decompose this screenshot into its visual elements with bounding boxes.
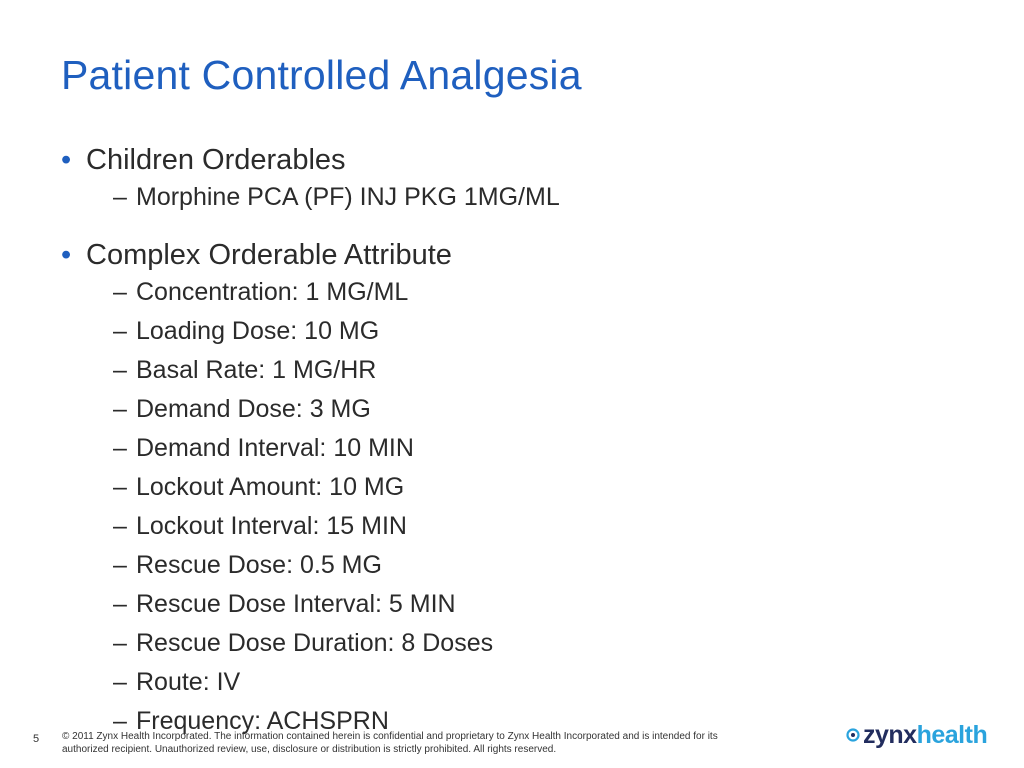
sub-item: [61, 273, 961, 312]
sub-item-text: Concentration: 1 MG/ML: [136, 278, 409, 306]
bullet-children-orderables: [61, 142, 961, 178]
sub-item-text: Demand Interval: 10 MIN: [136, 434, 414, 462]
bullet-label: Children Orderables: [86, 144, 346, 176]
sub-item: [61, 663, 961, 702]
dash-marker: –: [113, 395, 127, 423]
sub-item-text: Morphine PCA (PF) INJ PKG 1MG/ML: [136, 183, 560, 211]
bullet-label: Complex Orderable Attribute: [86, 239, 452, 271]
sub-item: [61, 585, 961, 624]
bullet-complex-orderable-attribute: [61, 237, 961, 273]
sub-item-text: Rescue Dose Duration: 8 Doses: [136, 629, 494, 657]
dash-marker: –: [113, 278, 127, 306]
logo-swirl-icon: [846, 726, 860, 744]
sub-item: [61, 390, 961, 429]
dash-marker: –: [113, 317, 127, 345]
sub-item-text: Demand Dose: 3 MG: [136, 395, 371, 423]
legal-notice: [62, 730, 852, 756]
sub-item-text: Frequency: ACHSPRN: [136, 707, 389, 735]
legal-line: authorized recipient. Unauthorized review, use, disclosure or distribution is strictly prohibited. All rights reserved.: [62, 744, 557, 755]
sub-item-text: Loading Dose: 10 MG: [136, 317, 380, 345]
slide-footer: [0, 720, 1024, 768]
dash-marker: –: [113, 473, 127, 501]
sub-item-text: Lockout Interval: 15 MIN: [136, 512, 407, 540]
sub-item-text: Rescue Dose Interval: 5 MIN: [136, 590, 456, 618]
sub-item: [61, 546, 961, 585]
dash-marker: –: [113, 434, 127, 462]
sub-item: [61, 468, 961, 507]
zynx-health-logo: [846, 720, 987, 750]
sub-item-text: Route: IV: [136, 668, 241, 696]
sub-item: [61, 429, 961, 468]
dash-marker: –: [113, 668, 127, 696]
legal-line: © 2011 Zynx Health Incorporated. The information contained herein is confidential and proprietary to Zynx Health Incorporated and is intended for its: [62, 731, 718, 742]
sub-item: [61, 178, 961, 217]
dash-marker: –: [113, 629, 127, 657]
slide-content: [61, 142, 961, 741]
dash-marker: –: [113, 183, 127, 211]
dash-marker: –: [113, 707, 127, 735]
page-number: 5: [33, 733, 40, 745]
dash-marker: –: [113, 551, 127, 579]
sub-item-text: Lockout Amount: 10 MG: [136, 473, 405, 501]
sub-item: [61, 351, 961, 390]
sub-item: [61, 624, 961, 663]
dash-marker: –: [113, 512, 127, 540]
sub-item-text: Basal Rate: 1 MG/HR: [136, 356, 377, 384]
dash-marker: –: [113, 590, 127, 618]
dash-marker: –: [113, 356, 127, 384]
sub-item: [61, 312, 961, 351]
bullet-dot: •: [61, 144, 72, 176]
slide-title: Patient Controlled Analgesia: [61, 52, 582, 98]
logo-text-health: health: [916, 720, 988, 749]
bullet-dot: •: [61, 239, 72, 271]
sub-item-text: Rescue Dose: 0.5 MG: [136, 551, 382, 579]
sub-item: [61, 507, 961, 546]
logo-text-zynx: zynx: [863, 720, 917, 749]
